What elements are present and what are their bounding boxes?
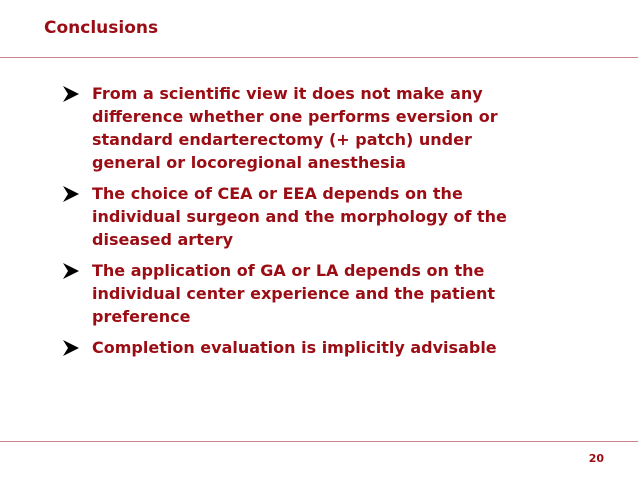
title-divider bbox=[0, 57, 638, 58]
bullet-line: individual center experience and the patient bbox=[92, 284, 496, 303]
bullet-line: The application of GA or LA depends on the bbox=[92, 261, 485, 280]
bullet-item bbox=[62, 82, 622, 174]
bullet-line: difference whether one performs eversion or bbox=[92, 107, 498, 126]
page-number: 20 bbox=[588, 452, 604, 465]
bullet-line: general or locoregional anesthesia bbox=[92, 153, 406, 172]
bullet-line: Completion evaluation is implicitly advisable bbox=[92, 338, 497, 357]
arrow-bullet-icon bbox=[62, 262, 80, 280]
arrow-bullet-icon bbox=[62, 185, 80, 203]
footer-divider bbox=[0, 441, 638, 442]
bullet-line: The choice of CEA or EEA depends on the bbox=[92, 184, 463, 203]
bullet-line: standard endarterectomy (+ patch) under bbox=[92, 130, 472, 149]
arrow-bullet-icon bbox=[62, 85, 80, 103]
bullet-item bbox=[62, 259, 622, 328]
bullet-item bbox=[62, 182, 622, 251]
bullet-line: preference bbox=[92, 307, 191, 326]
bullet-line: individual surgeon and the morphology of the bbox=[92, 207, 507, 226]
bullet-list bbox=[62, 82, 622, 367]
slide-title: Conclusions bbox=[44, 18, 159, 38]
bullet-line: diseased artery bbox=[92, 230, 234, 249]
bullet-line: From a scientific view it does not make any bbox=[92, 84, 483, 103]
arrow-bullet-icon bbox=[62, 339, 80, 357]
bullet-item bbox=[62, 336, 622, 359]
